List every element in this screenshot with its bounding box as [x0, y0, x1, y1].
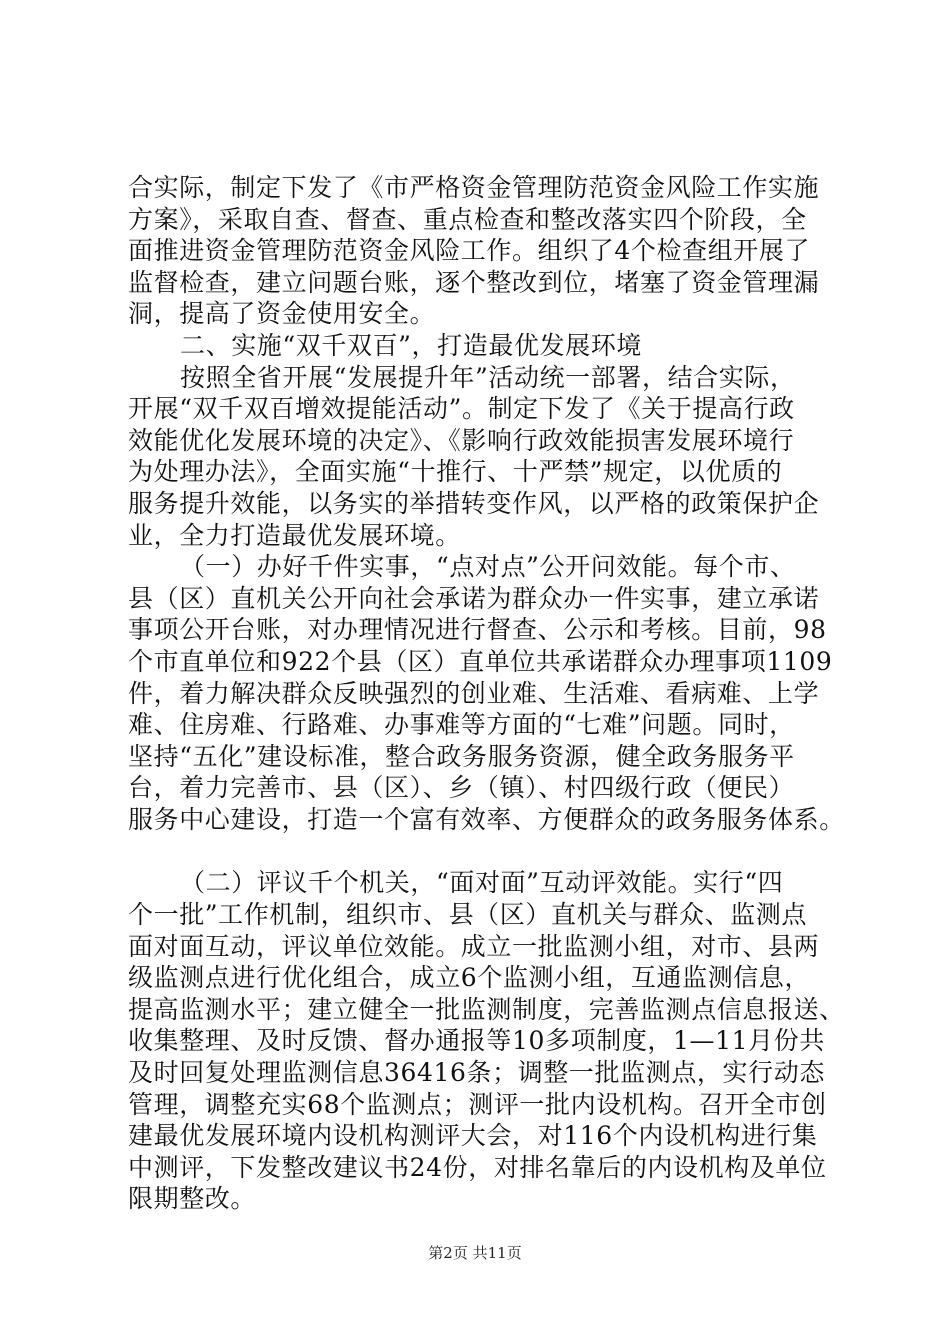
text-line: 按照全省开展“发展提升年”活动统一部署，结合实际， — [180, 362, 796, 392]
text-line: 及时回复处理监测信息36416条；调整一批监测点，实行动态 — [128, 1058, 825, 1088]
text-line: （一）办好千件实事，“点对点”公开问效能。每个市、 — [180, 552, 796, 582]
text-line: 面推进资金管理防范资金风险工作。组织了4个检查组开展了 — [128, 236, 811, 266]
text-line: 收集整理、及时反馈、督办通报等10多项制度，1—11月份共 — [128, 1026, 825, 1056]
text-line: 件，着力解决群众反映强烈的创业难、生活难、看病难、上学 — [128, 678, 820, 708]
text-line: 管理，调整充实68个监测点；测评一批内设机构。召开全市创 — [128, 1089, 827, 1119]
text-line: 方案》，采取自查、督查、重点检查和整改落实四个阶段，全 — [128, 204, 807, 234]
text-line: 限期整改。 — [128, 1184, 257, 1214]
text-line: 监督检查，建立问题台账，逐个整改到位，堵塞了资金管理漏 — [128, 267, 820, 297]
text-line: 服务中心建设，打造一个富有效率、方便群众的政务服务体系。 — [128, 804, 845, 834]
page-number-footer: 第2页 共11页 — [428, 1244, 522, 1262]
text-line: 服务提升效能，以务实的举措转变作风，以严格的政策保护企 — [128, 488, 820, 518]
text-line: 台，着力完善市、县（区）、乡（镇）、村四级行政（便民） — [128, 773, 795, 803]
text-line: 提高监测水平；建立健全一批监测制度，完善监测点信息报送、 — [128, 994, 845, 1024]
text-line: 县（区）直机关公开向社会承诺为群众办一件实事，建立承诺 — [128, 583, 820, 613]
text-line: 为处理办法》，全面实施“十推行、十严禁”规定，以优质的 — [128, 457, 783, 487]
text-line: 个市直单位和922个县（区）直单位共承诺群众办理事项1109 — [128, 646, 833, 676]
text-line: 坚持“五化”建设标准，整合政务服务资源，健全政务服务平 — [128, 741, 795, 771]
text-line: 业，全力打造最优发展环境。 — [128, 520, 461, 550]
text-line: 中测评，下发整改建议书24份，对排名靠后的内设机构及单位 — [128, 1152, 827, 1182]
text-line: 难、住房难、行路难、办事难等方面的“七难”问题。同时， — [128, 710, 795, 740]
text-line: 建最优发展环境内设机构测评大会，对116个内设机构进行集 — [128, 1121, 818, 1151]
document-body — [128, 172, 845, 1215]
text-line: （二）评议千个机关，“面对面”互动评效能。实行“四 — [180, 868, 784, 898]
text-line: 事项公开台账，对办理情况进行督查、公示和考核。目前，98 — [128, 615, 827, 645]
text-line: 开展“双千双百增效提能活动”。制定下发了《关于提高行政 — [128, 394, 795, 424]
text-line: 面对面互动，评议单位效能。成立一批监测小组，对市、县两 — [128, 931, 820, 961]
paragraph-gap — [128, 835, 828, 867]
text-line: 级监测点进行优化组合，成立6个监测小组，互通监测信息， — [128, 963, 811, 993]
text-line: 个一批”工作机制，组织市、县（区）直机关与群众、监测点 — [128, 900, 807, 930]
text-line: 效能优化发展环境的决定》、《影响行政效能损害发展环境行 — [128, 425, 795, 455]
section-heading: 二、实施“双千双百”，打造最优发展环境 — [180, 330, 642, 360]
text-line: 洞，提高了资金使用安全。 — [128, 299, 436, 329]
text-line: 合实际，制定下发了《市严格资金管理防范资金风险工作实施 — [128, 173, 820, 202]
